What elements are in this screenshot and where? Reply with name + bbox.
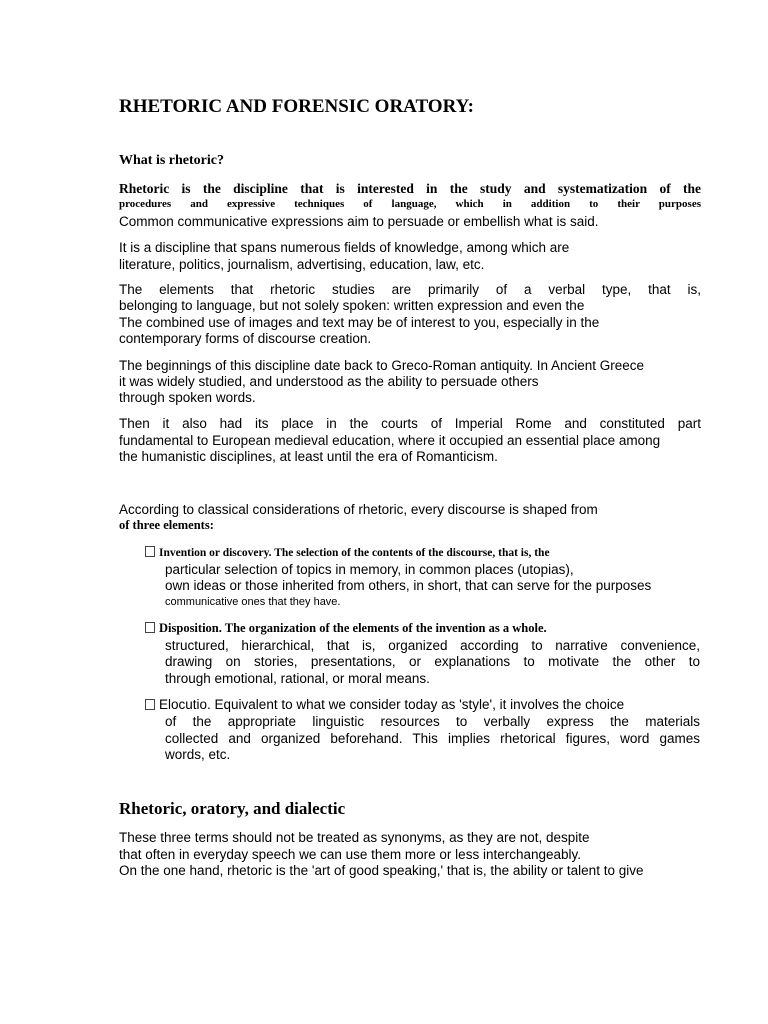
section2-line-1: These three terms should not be treated as synonyms, as they are not, despite: [119, 830, 590, 845]
p2-line-3: The combined use of images and text may be of interest to you, especially in the: [119, 315, 600, 330]
bullet-3-text: Elocutio. Equivalent to what we consider today as 'style', it involves the choice: [159, 697, 625, 712]
bullet-3-line-3: collected and organized beforehand. This implies rhetorical figures, word games: [165, 731, 700, 746]
bullet-2-line-4: through emotional, rational, or moral means.: [165, 671, 430, 686]
subheading-what-is-rhetoric: What is rhetoric?: [119, 153, 224, 168]
missing-glyph-icon: [145, 546, 155, 557]
p3-line-3: through spoken words.: [119, 390, 256, 405]
p5-line-2: of three elements:: [119, 518, 214, 532]
intro-line-3: Common communicative expressions aim to persuade or embellish what is said.: [119, 214, 599, 229]
bullet-1-text: Invention or discovery. The selection of the contents of the discourse, that is, the: [159, 547, 550, 559]
p2-line-2: belonging to language, but not solely spoken: written expression and even the: [119, 298, 585, 313]
p1-line-1: It is a discipline that spans numerous fields of knowledge, among which are: [119, 240, 570, 255]
bullet-2-line-3: drawing on stories, presentations, or explanations to motivate the other to: [165, 654, 700, 669]
p2-line-4: contemporary forms of discourse creation.: [119, 331, 372, 346]
p3-line-1: The beginnings of this discipline date back to Greco-Roman antiquity. In Ancient Greece: [119, 358, 645, 373]
document-title: RHETORIC AND FORENSIC ORATORY:: [119, 96, 474, 117]
p1-line-2: literature, politics, journalism, advertising, education, law, etc.: [119, 257, 485, 272]
bullet-1-line-3: own ideas or those inherited from others, in short, that can serve for the purposes: [165, 578, 652, 593]
bullet-3-line-4: words, etc.: [165, 747, 231, 762]
bullet-3-line-1: [145, 696, 624, 713]
section2-line-2: that often in everyday speech we can use them more or less interchangeably.: [119, 847, 582, 862]
bullet-1-line-4: communicative ones that they have.: [165, 596, 341, 608]
p4-line-2: fundamental to European medieval education, where it occupied an essential place among: [119, 433, 661, 448]
missing-glyph-icon: [145, 699, 155, 710]
p2-line-1: The elements that rhetoric studies are primarily of a verbal type, that is,: [119, 282, 701, 297]
bullet-1-line-1: [145, 545, 550, 562]
intro-line-2: procedures and expressive techniques of language, which in addition to their purposes: [119, 198, 701, 210]
p3-line-2: it was widely studied, and understood as the ability to persuade others: [119, 374, 539, 389]
section2-line-3: On the one hand, rhetoric is the 'art of good speaking,' that is, the ability or talent to give: [119, 863, 644, 878]
p4-line-3: the humanistic disciplines, at least until the era of Romanticism.: [119, 449, 498, 464]
bullet-2-line-2: structured, hierarchical, that is, organized according to narrative convenience,: [165, 638, 700, 653]
bullet-2-line-1: [145, 620, 547, 637]
p5-line-1: According to classical considerations of rhetoric, every discourse is shaped from: [119, 502, 598, 517]
bullet-2-text: Disposition. The organization of the elements of the invention as a whole.: [159, 621, 547, 635]
p4-line-1: Then it also had its place in the courts of Imperial Rome and constituted part: [119, 416, 701, 431]
bullet-3-line-2: of the appropriate linguistic resources to verbally express the materials: [165, 714, 700, 729]
section-heading-rhetoric-oratory-dialectic: Rhetoric, oratory, and dialectic: [119, 799, 346, 818]
bullet-1-line-2: particular selection of topics in memory, in common places (utopias),: [165, 562, 574, 577]
missing-glyph-icon: [145, 622, 155, 633]
intro-line-1: Rhetoric is the discipline that is interested in the study and systematization of the: [119, 181, 701, 196]
